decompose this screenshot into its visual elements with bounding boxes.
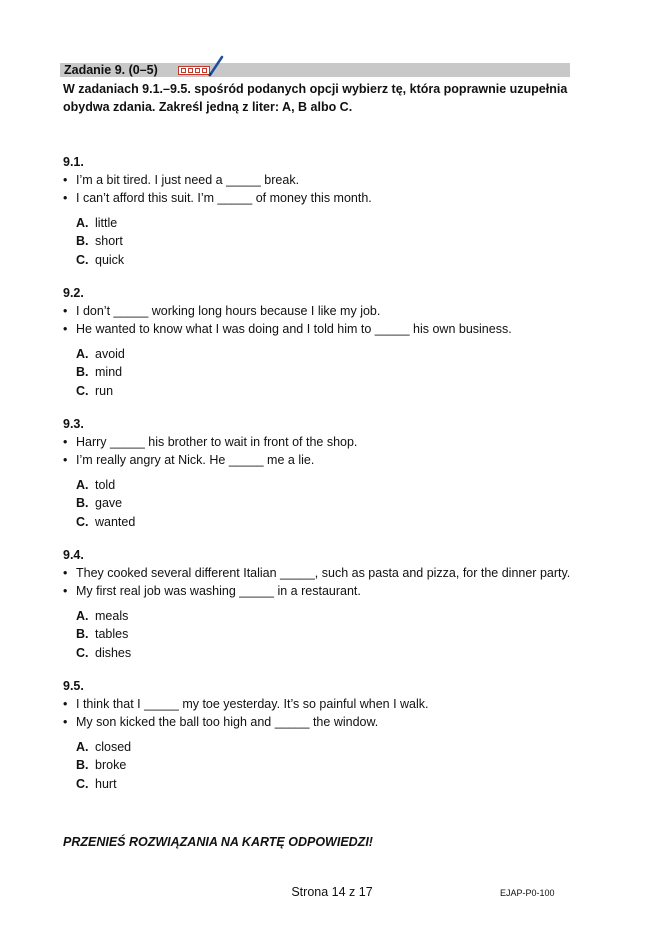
option-text: broke bbox=[95, 758, 127, 773]
task-header-bar bbox=[60, 63, 570, 77]
sentence-text: I don’t _____ working long hours because I like my job. bbox=[76, 304, 381, 318]
bullet-icon: • bbox=[63, 453, 68, 467]
option-c[interactable] bbox=[76, 251, 603, 269]
option-letter[interactable]: C. bbox=[76, 776, 89, 791]
option-a[interactable] bbox=[76, 476, 603, 494]
question-9-1 bbox=[63, 153, 603, 269]
option-letter[interactable]: A. bbox=[76, 216, 89, 230]
sentence-text: They cooked several different Italian _____, such as pasta and pizza, for the dinner party. bbox=[76, 566, 571, 580]
question-9-5 bbox=[63, 677, 603, 793]
option-text: tables bbox=[95, 627, 129, 642]
sentence-text: I can’t afford this suit. I’m _____ of money this month. bbox=[76, 191, 372, 205]
question-sentence bbox=[63, 433, 603, 451]
sentence-text: I’m really angry at Nick. He _____ me a lie. bbox=[76, 453, 315, 467]
option-letter[interactable]: A. bbox=[76, 740, 89, 754]
score-box bbox=[195, 68, 200, 73]
option-text: little bbox=[95, 216, 118, 230]
sentence-text: My first real job was washing _____ in a restaurant. bbox=[76, 584, 361, 598]
option-text: mind bbox=[95, 365, 123, 380]
bullet-icon: • bbox=[63, 322, 68, 336]
pen-icon bbox=[208, 55, 224, 77]
option-b[interactable] bbox=[76, 756, 603, 774]
option-c[interactable] bbox=[76, 775, 603, 793]
task-instruction: W zadaniach 9.1.–9.5. spośród podanych opcji wybierz tę, która poprawnie uzupełnia obydwa zdania. Zakreśl jedną z liter: A, B albo C. bbox=[63, 82, 568, 114]
question-9-4 bbox=[63, 546, 603, 662]
option-letter[interactable]: A. bbox=[76, 478, 89, 492]
question-sentence bbox=[63, 713, 603, 731]
option-a[interactable] bbox=[76, 214, 603, 232]
bullet-icon: • bbox=[63, 566, 68, 580]
option-text: wanted bbox=[95, 514, 136, 529]
option-text: avoid bbox=[95, 347, 125, 361]
option-letter[interactable]: B. bbox=[76, 758, 89, 773]
option-b[interactable] bbox=[76, 494, 603, 512]
sentence-text: I think that I _____ my toe yesterday. It’s so painful when I walk. bbox=[76, 697, 429, 711]
option-text: hurt bbox=[95, 776, 117, 791]
option-b[interactable] bbox=[76, 363, 603, 381]
option-text: closed bbox=[95, 740, 132, 754]
option-a[interactable] bbox=[76, 345, 603, 363]
question-sentence bbox=[63, 171, 603, 189]
score-boxes-icon bbox=[178, 66, 210, 75]
option-b[interactable] bbox=[76, 625, 603, 643]
question-number: 9.2. bbox=[63, 286, 84, 300]
option-letter[interactable]: B. bbox=[76, 627, 89, 642]
question-sentence bbox=[63, 302, 603, 320]
question-number: 9.5. bbox=[63, 679, 84, 693]
question-sentence bbox=[63, 582, 603, 600]
option-b[interactable] bbox=[76, 232, 603, 250]
bullet-icon: • bbox=[63, 304, 68, 318]
answer-options bbox=[63, 476, 603, 531]
score-box bbox=[202, 68, 207, 73]
option-text: run bbox=[95, 383, 114, 398]
score-box bbox=[188, 68, 193, 73]
option-letter[interactable]: C. bbox=[76, 645, 89, 660]
page-number: Strona 14 z 17 bbox=[291, 885, 373, 899]
option-letter[interactable]: B. bbox=[76, 234, 89, 249]
option-text: meals bbox=[95, 609, 129, 623]
sentence-text: Harry _____ his brother to wait in front of the shop. bbox=[76, 435, 358, 449]
bullet-icon: • bbox=[63, 697, 68, 711]
option-letter[interactable]: A. bbox=[76, 347, 89, 361]
option-c[interactable] bbox=[76, 644, 603, 662]
option-letter[interactable]: B. bbox=[76, 365, 89, 380]
question-number: 9.4. bbox=[63, 548, 84, 562]
option-text: gave bbox=[95, 496, 123, 511]
option-c[interactable] bbox=[76, 382, 603, 400]
answer-options bbox=[63, 345, 603, 400]
option-a[interactable] bbox=[76, 607, 603, 625]
bullet-icon: • bbox=[63, 584, 68, 598]
option-a[interactable] bbox=[76, 738, 603, 756]
option-letter[interactable]: C. bbox=[76, 514, 89, 529]
exam-code: EJAP-P0-100 bbox=[500, 888, 555, 898]
task-title: Zadanie 9. (0–5) bbox=[64, 63, 158, 77]
question-sentence bbox=[63, 320, 603, 338]
answer-options bbox=[63, 607, 603, 662]
bullet-icon: • bbox=[63, 715, 68, 729]
option-c[interactable] bbox=[76, 513, 603, 531]
option-letter[interactable]: B. bbox=[76, 496, 89, 511]
question-9-3 bbox=[63, 415, 603, 531]
sentence-text: He wanted to know what I was doing and I told him to _____ his own business. bbox=[76, 322, 512, 336]
option-text: quick bbox=[95, 252, 125, 267]
option-letter[interactable]: C. bbox=[76, 383, 89, 398]
option-text: told bbox=[95, 478, 116, 492]
question-sentence bbox=[63, 189, 603, 207]
transfer-answers-note: PRZENIEŚ ROZWIĄZANIA NA KARTĘ ODPOWIEDZI! bbox=[63, 835, 373, 849]
question-number: 9.3. bbox=[63, 417, 84, 431]
sentence-text: I’m a bit tired. I just need a _____ break. bbox=[76, 173, 300, 187]
option-letter[interactable]: C. bbox=[76, 252, 89, 267]
question-number: 9.1. bbox=[63, 155, 84, 169]
question-sentence bbox=[63, 564, 603, 582]
question-sentence bbox=[63, 695, 603, 713]
bullet-icon: • bbox=[63, 173, 68, 187]
bullet-icon: • bbox=[63, 435, 68, 449]
score-box bbox=[181, 68, 186, 73]
question-sentence bbox=[63, 451, 603, 469]
option-text: dishes bbox=[95, 645, 132, 660]
question-9-2 bbox=[63, 284, 603, 400]
option-text: short bbox=[95, 234, 123, 249]
answer-options bbox=[63, 214, 603, 269]
sentence-text: My son kicked the ball too high and _____ the window. bbox=[76, 715, 379, 729]
option-letter[interactable]: A. bbox=[76, 609, 89, 623]
answer-options bbox=[63, 738, 603, 793]
bullet-icon: • bbox=[63, 191, 68, 205]
